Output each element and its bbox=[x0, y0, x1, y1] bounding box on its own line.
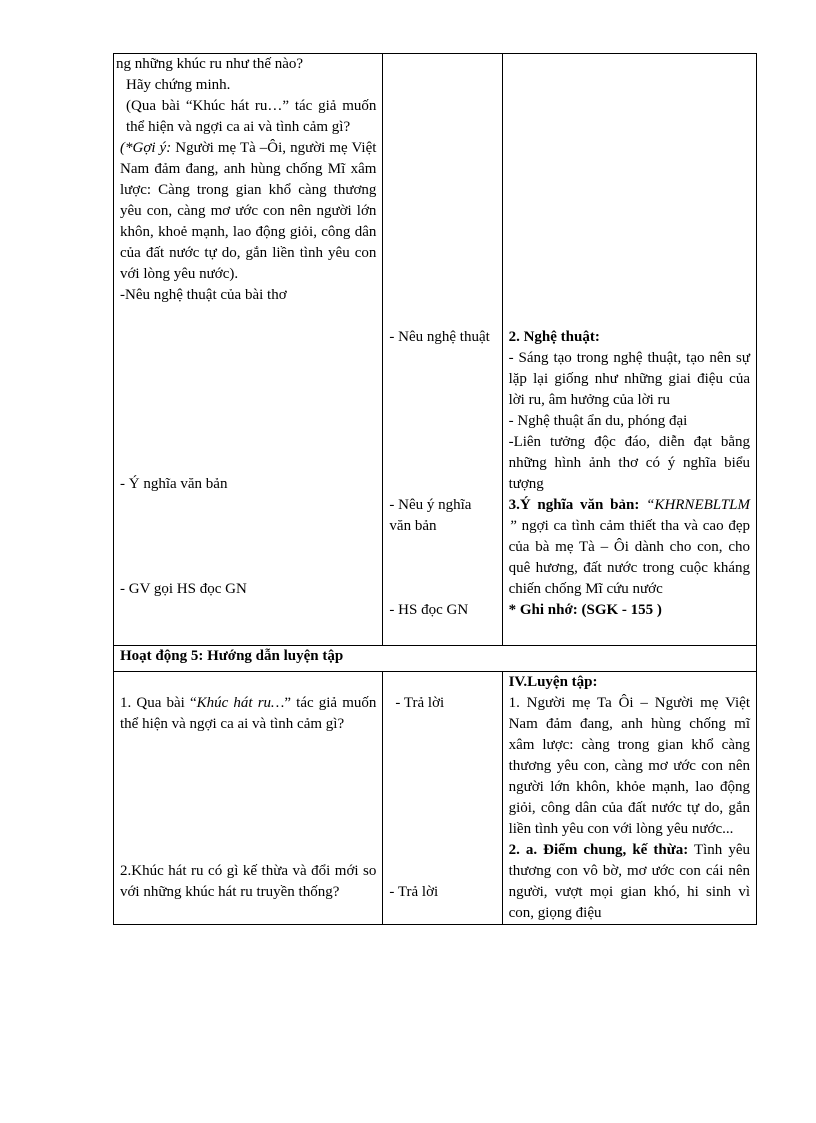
answer-content-cell bbox=[502, 672, 756, 925]
art-point: - Nghệ thuật ẩn du, phóng đại bbox=[508, 413, 688, 429]
art-task: -Nêu nghệ thuật của bài thơ bbox=[120, 287, 287, 303]
answer-1-student: - Trả lời bbox=[395, 695, 445, 711]
hint-text: Người mẹ Tà –Ôi, người mẹ Việt Nam đảm đang, anh hùng chống Mĩ xâm lược: Càng trong gian khổ càng thương yêu con, càng mơ ước con nên người lớn khôn, khoẻ mạnh, lao động giỏi, công dân của đất nước tự do, gắn liền tình yêu con với lòng yêu nước). bbox=[120, 140, 377, 282]
table-row bbox=[114, 54, 757, 646]
meaning-quote: “KHRNEBLTLM ” bbox=[508, 497, 750, 534]
text-line: Hãy chứng minh. bbox=[126, 77, 231, 93]
question-cell bbox=[114, 672, 383, 925]
art-point: - Sáng tạo trong nghệ thuật, tạo nên sự lặp lại giống như những giai điệu của lời ru, âm hưởng của lời ru bbox=[508, 350, 750, 408]
answer-2-text: Tình yêu thương con vô bờ, mơ ước con cái nên người, vượt mọi gian khó, hi sinh vì con, giọng điệu bbox=[508, 842, 751, 921]
art-task: - Nêu nghệ thuật bbox=[389, 329, 490, 345]
section-title: Hoạt động 5: Hướng dẫn luyện tập bbox=[114, 646, 757, 672]
art-point: -Liên tưởng độc đáo, diễn đạt bằng những hình ảnh thơ có ý nghĩa biểu tượng bbox=[508, 434, 750, 492]
q1-suffix: ” tác giả muốn thể hiện và ngợi ca ai và tình cảm gì? bbox=[120, 695, 377, 732]
meaning-text: ngợi ca tình cảm thiết tha và cao đẹp của bà mẹ Tà – Ôi dành cho con, cho quê hương, đất nước trong cuộc kháng chiến chống Mĩ cứu nước bbox=[508, 518, 750, 597]
meaning-heading: 3.Ý nghĩa văn bản: bbox=[508, 497, 640, 513]
hint-paragraph bbox=[120, 138, 376, 285]
content-cell bbox=[502, 54, 756, 646]
hint-label: (*Gợi ý: bbox=[120, 140, 172, 156]
meaning-task: - Nêu ý nghĩa văn bản bbox=[389, 497, 472, 534]
student-answer-cell bbox=[383, 672, 502, 925]
text-line: ng những khúc ru như thế nào? bbox=[116, 56, 304, 72]
art-heading: 2. Nghệ thuật: bbox=[508, 329, 600, 345]
note: * Ghi nhớ: (SGK - 155 ) bbox=[508, 602, 662, 618]
meaning-task: - Ý nghĩa văn bản bbox=[120, 476, 228, 492]
student-activity-cell bbox=[383, 54, 502, 646]
question-2: 2.Khúc hát ru có gì kế thừa và đổi mới so với những khúc hát ru truyền thống? bbox=[120, 863, 377, 900]
teacher-activity-cell bbox=[114, 54, 383, 646]
lesson-plan-table bbox=[113, 53, 757, 925]
gn-task: - HS đọc GN bbox=[389, 602, 469, 618]
meaning-paragraph bbox=[509, 495, 750, 600]
table-row bbox=[114, 646, 757, 672]
gn-task: - GV gọi HS đọc GN bbox=[120, 581, 247, 597]
table-row bbox=[114, 672, 757, 925]
q1-prefix: 1. Qua bài “ bbox=[120, 695, 197, 711]
answer-2-student: - Trả lời bbox=[389, 884, 439, 900]
practice-heading: IV.Luyện tập: bbox=[508, 674, 598, 690]
answer-2 bbox=[509, 840, 750, 924]
q1-title: Khúc hát ru… bbox=[196, 695, 285, 711]
question-1 bbox=[120, 693, 376, 735]
answer-1: 1. Người mẹ Ta Ôi – Người mẹ Việt Nam đảm đang, anh hùng chống mĩ xâm lược: càng trong gian khổ càng thương yêu con, càng mơ ước con nên người lớn khôn, khỏe mạnh, lao động giỏi, công dân của đất nước tự do, gắn liền tình yêu con với lòng yêu nước... bbox=[508, 695, 750, 837]
text-paragraph: (Qua bài “Khúc hát ru…” tác giả muốn thể hiện và ngợi ca ai và tình cảm gì? bbox=[126, 98, 377, 135]
answer-2-heading: 2. a. Điểm chung, kế thừa: bbox=[508, 842, 689, 858]
